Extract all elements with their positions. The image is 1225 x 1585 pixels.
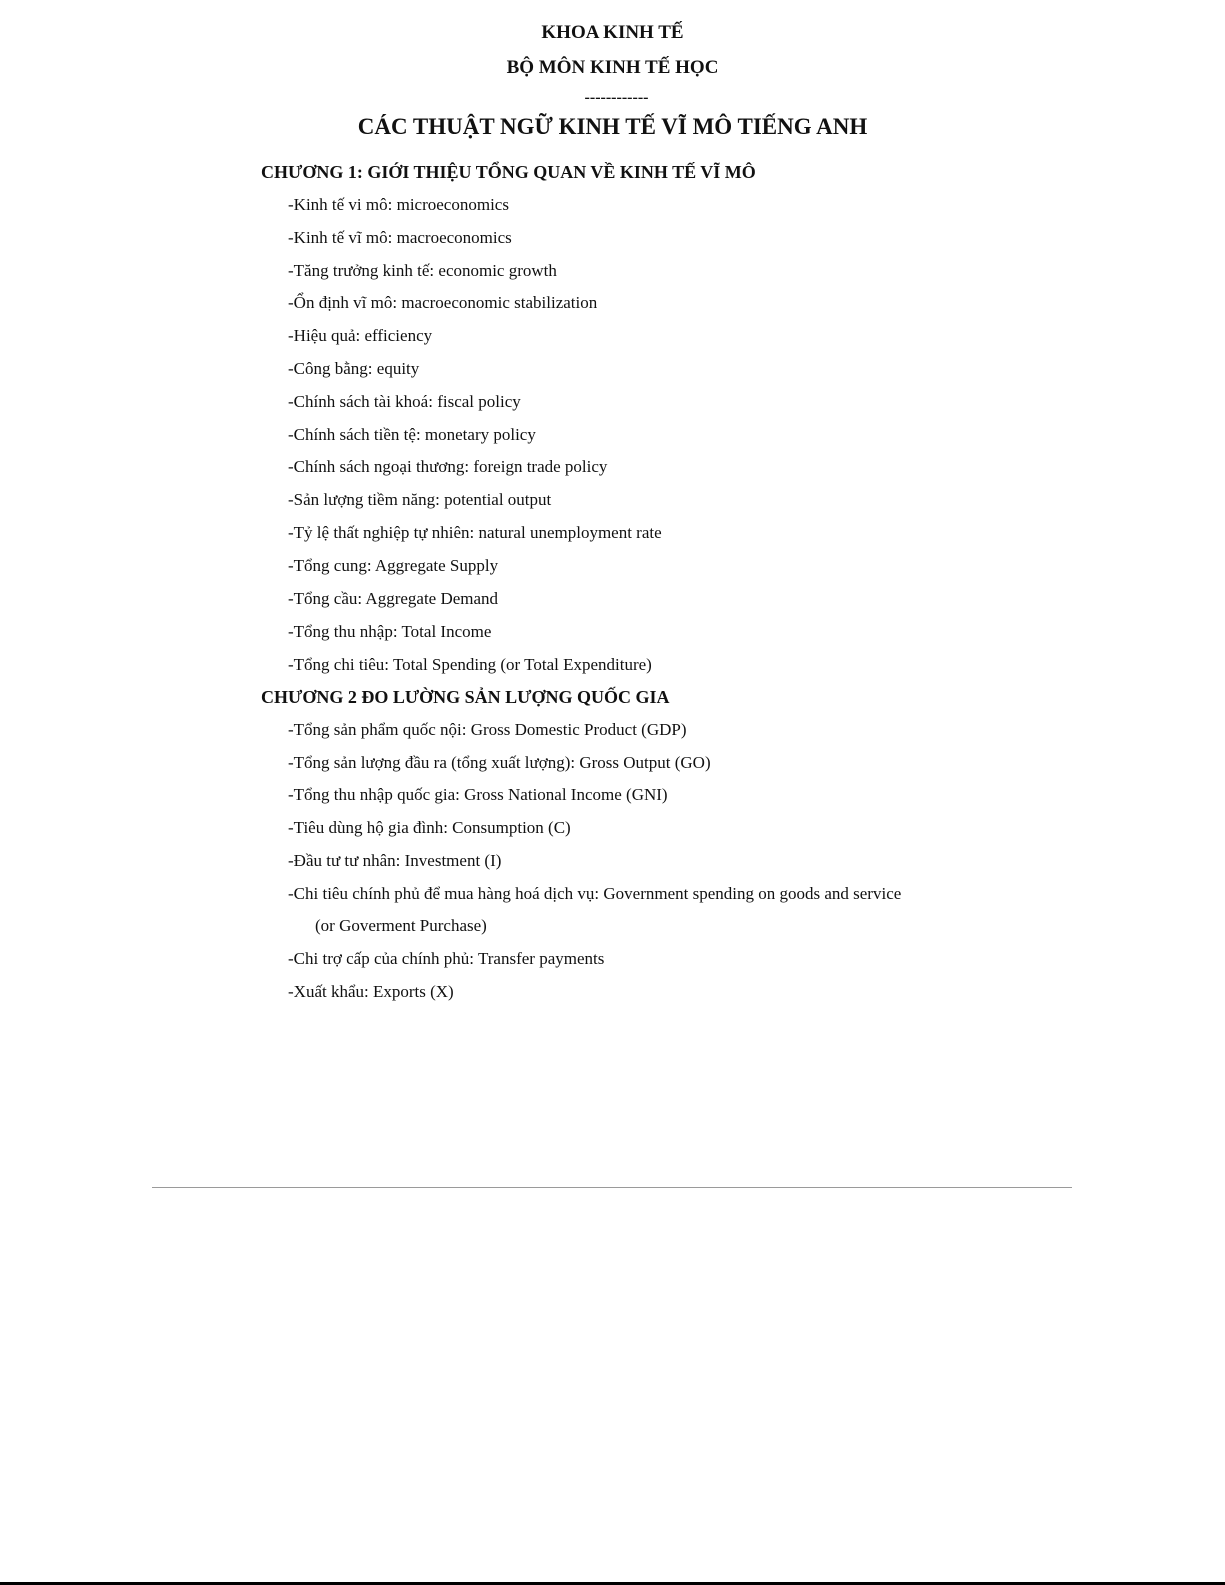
term-item: -Đầu tư tư nhân: Investment (I) <box>288 851 502 870</box>
term-item: -Ổn định vĩ mô: macroeconomic stabilization <box>288 293 598 312</box>
term-item: -Tổng cung: Aggregate Supply <box>288 556 499 575</box>
term-item: -Kinh tế vi mô: microeconomics <box>288 195 509 214</box>
term-item: -Tổng thu nhập: Total Income <box>288 622 492 641</box>
term-item: -Tổng thu nhập quốc gia: Gross National Income (GNI) <box>288 785 668 804</box>
term-item-continuation: (or Goverment Purchase) <box>315 916 487 935</box>
page-divider <box>152 1187 1072 1188</box>
term-item: -Tổng chi tiêu: Total Spending (or Total Expenditure) <box>288 655 652 674</box>
term-item: -Tổng cầu: Aggregate Demand <box>288 589 499 608</box>
term-item: -Tổng sản phẩm quốc nội: Gross Domestic Product (GDP) <box>288 720 687 739</box>
term-item: -Hiệu quả: efficiency <box>288 326 433 345</box>
term-item: -Chi trợ cấp của chính phủ: Transfer payments <box>288 949 605 968</box>
term-item: -Xuất khẩu: Exports (X) <box>288 982 454 1001</box>
term-item: -Tỷ lệ thất nghiệp tự nhiên: natural unemployment rate <box>288 523 662 542</box>
chapter-1-heading: CHƯƠNG 1: GIỚI THIỆU TỔNG QUAN VỀ KINH TẾ VĨ MÔ <box>261 162 756 182</box>
document-title: CÁC THUẬT NGỮ KINH TẾ VĨ MÔ TIẾNG ANH <box>357 114 868 139</box>
faculty-name: KHOA KINH TẾ <box>541 22 684 43</box>
term-item: -Kinh tế vĩ mô: macroeconomics <box>288 228 512 247</box>
term-item: -Tổng sản lượng đầu ra (tổng xuất lượng): Gross Output (GO) <box>288 753 711 772</box>
term-item: -Chi tiêu chính phủ để mua hàng hoá dịch vụ: Government spending on goods and service <box>288 884 902 903</box>
term-item: -Sản lượng tiềm năng: potential output <box>288 490 552 509</box>
chapter-2-heading: CHƯƠNG 2 ĐO LƯỜNG SẢN LƯỢNG QUỐC GIA <box>261 687 670 707</box>
term-item: -Tăng trưởng kinh tế: economic growth <box>288 261 557 280</box>
term-item: -Chính sách tiền tệ: monetary policy <box>288 425 536 444</box>
term-item: -Công bằng: equity <box>288 359 420 378</box>
term-item: -Tiêu dùng hộ gia đình: Consumption (C) <box>288 818 571 837</box>
term-item: -Chính sách ngoại thương: foreign trade policy <box>288 457 608 476</box>
department-name: BỘ MÔN KINH TẾ HỌC <box>506 57 719 78</box>
header-separator: ------------ <box>584 89 649 106</box>
term-item: -Chính sách tài khoá: fiscal policy <box>288 392 521 411</box>
